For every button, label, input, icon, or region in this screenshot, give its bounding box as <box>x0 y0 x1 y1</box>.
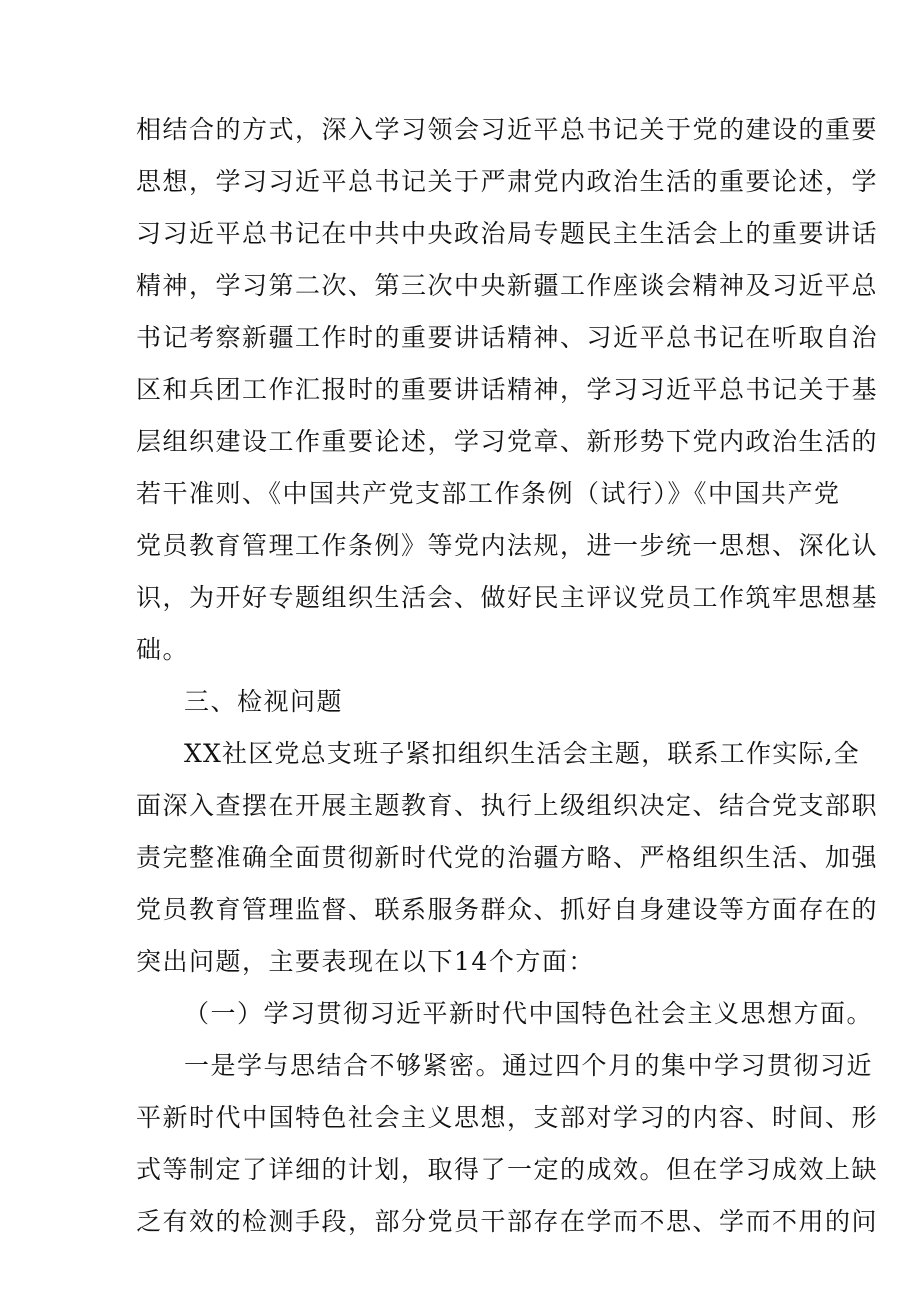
paragraph-line: 思想，学习习近平总书记关于严肃党内政治生活的重要论述，学 <box>136 167 879 196</box>
paragraph-line: 识，为开好专题组织生活会、做好民主评议党员工作筑牢思想基 <box>136 583 879 612</box>
paragraph-line: 面深入查摆在开展主题教育、执行上级组织决定、结合党支部职 <box>136 791 879 820</box>
paragraph-line: 若干准则、《中国共产党支部工作条例（试行）》《中国共产党 <box>136 479 841 508</box>
subsection-heading: （一）学习贯彻习近平新时代中国特色社会主义思想方面。 <box>184 999 874 1028</box>
section-heading: 三、检视问题 <box>184 687 344 716</box>
paragraph-line: 习习近平总书记在中共中央政治局专题民主生活会上的重要讲话 <box>136 219 879 248</box>
paragraph-line: 一是学与思结合不够紧密。通过四个月的集中学习贯彻习近 <box>184 1051 874 1080</box>
paragraph-line: 责完整准确全面贯彻新时代党的治疆方略、严格组织生活、加强 <box>136 843 879 872</box>
paragraph-line: 平新时代中国特色社会主义思想，支部对学习的内容、时间、形 <box>136 1103 879 1132</box>
paragraph-line: 相结合的方式，深入学习领会习近平总书记关于党的建设的重要 <box>136 115 879 144</box>
paragraph-line: 党员教育管理工作条例》等党内法规，进一步统一思想、深化认 <box>136 531 879 560</box>
paragraph-line: 精神，学习第二次、第三次中央新疆工作座谈会精神及习近平总 <box>136 271 879 300</box>
paragraph-line: 乏有效的检测手段，部分党员干部存在学而不思、学而不用的问 <box>136 1207 879 1236</box>
paragraph-line: 书记考察新疆工作时的重要讲话精神、习近平总书记在听取自治 <box>136 323 879 352</box>
paragraph-line: XX社区党总支班子紧扣组织生活会主题，联系工作实际,全 <box>184 739 860 768</box>
paragraph-line: 础。 <box>136 635 190 664</box>
paragraph-line: 党员教育管理监督、联系服务群众、抓好自身建设等方面存在的 <box>136 895 879 924</box>
paragraph-line: 层组织建设工作重要论述，学习党章、新形势下党内政治生活的 <box>136 427 879 456</box>
paragraph-line: 突出问题，主要表现在以下14个方面： <box>136 947 595 976</box>
paragraph-line: 区和兵团工作汇报时的重要讲话精神，学习习近平总书记关于基 <box>136 375 879 404</box>
paragraph-line: 式等制定了详细的计划，取得了一定的成效。但在学习成效上缺 <box>136 1155 879 1184</box>
